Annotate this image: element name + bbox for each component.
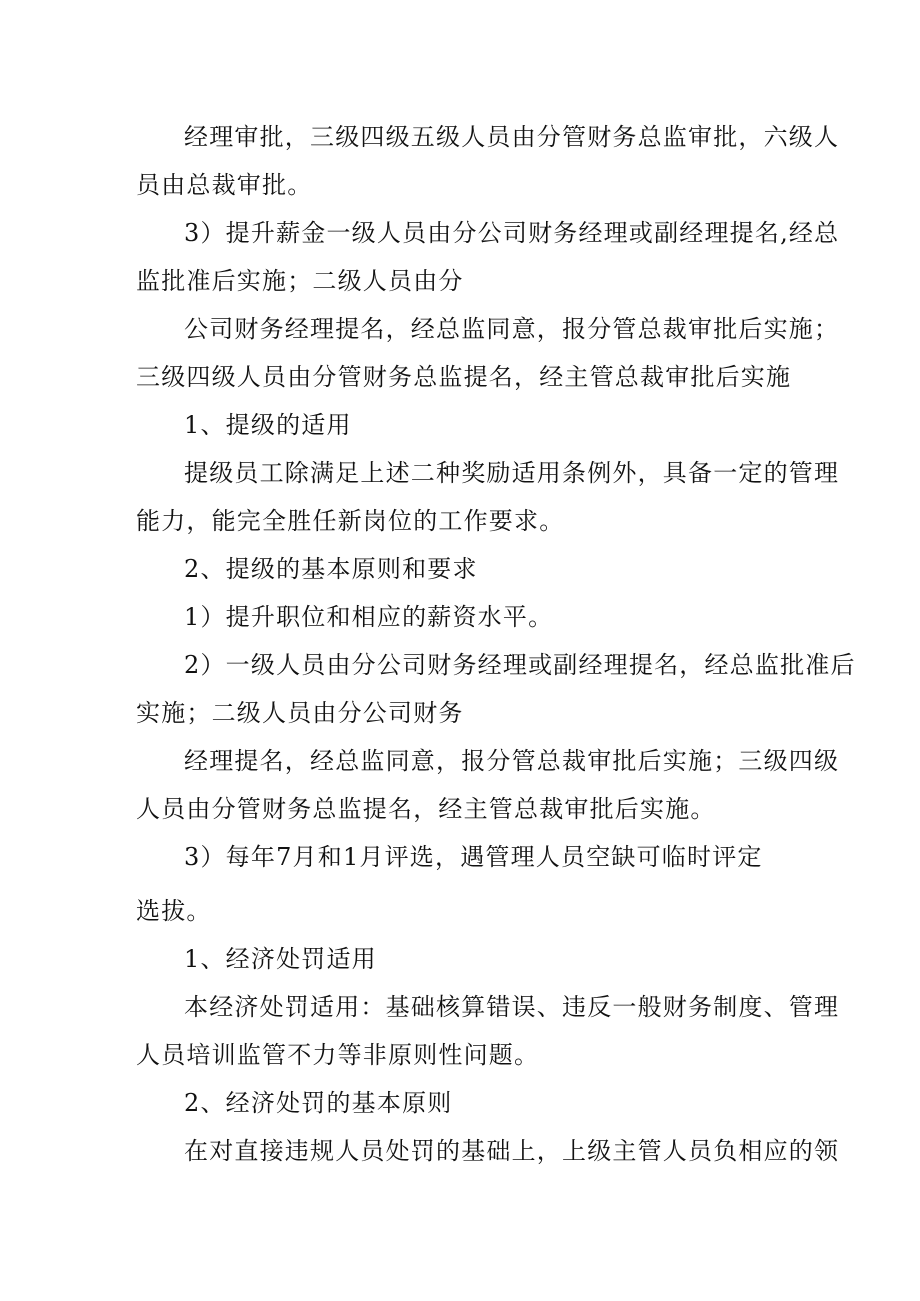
text-line: 人员培训监管不力等非原则性问题。 xyxy=(136,1041,540,1069)
text-line: 在对直接违规人员处罚的基础上，上级主管人员负相应的领 xyxy=(184,1137,840,1165)
text-line: 3）提升薪金一级人员由分公司财务经理或副经理提名,经总 xyxy=(184,219,840,247)
text-line: 1、经济处罚适用 xyxy=(184,945,377,973)
text-line: 员由总裁审批。 xyxy=(136,171,313,199)
text-line: 经理审批，三级四级五级人员由分管财务总监审批，六级人 xyxy=(184,123,840,151)
text-line: 2、经济处罚的基本原则 xyxy=(184,1089,453,1117)
text-line: 2）一级人员由分公司财务经理或副经理提名，经总监批准后 xyxy=(184,651,856,679)
text-line: 选拔。 xyxy=(136,897,212,925)
text-line: 3）每年7月和1月评选，遇管理人员空缺可临时评定 xyxy=(184,843,763,871)
text-line: 提级员工除满足上述二种奖励适用条例外，具备一定的管理 xyxy=(184,459,840,487)
text-line: 人员由分管财务总监提名，经主管总裁审批后实施。 xyxy=(136,795,716,823)
text-line: 经理提名，经总监同意，报分管总裁审批后实施；三级四级 xyxy=(184,747,840,775)
text-line: 本经济处罚适用：基础核算错误、违反一般财务制度、管理 xyxy=(184,993,840,1021)
text-line: 三级四级人员由分管财务总监提名，经主管总裁审批后实施 xyxy=(136,363,792,391)
text-line: 实施；二级人员由分公司财务 xyxy=(136,699,464,727)
text-line: 1、提级的适用 xyxy=(184,411,352,439)
text-line: 监批准后实施；二级人员由分 xyxy=(136,267,464,295)
text-line: 1）提升职位和相应的薪资水平。 xyxy=(184,603,554,631)
text-line: 公司财务经理提名，经总监同意，报分管总裁审批后实施； xyxy=(184,315,840,343)
text-line: 2、提级的基本原则和要求 xyxy=(184,555,478,583)
text-line: 能力，能完全胜任新岗位的工作要求。 xyxy=(136,507,565,535)
